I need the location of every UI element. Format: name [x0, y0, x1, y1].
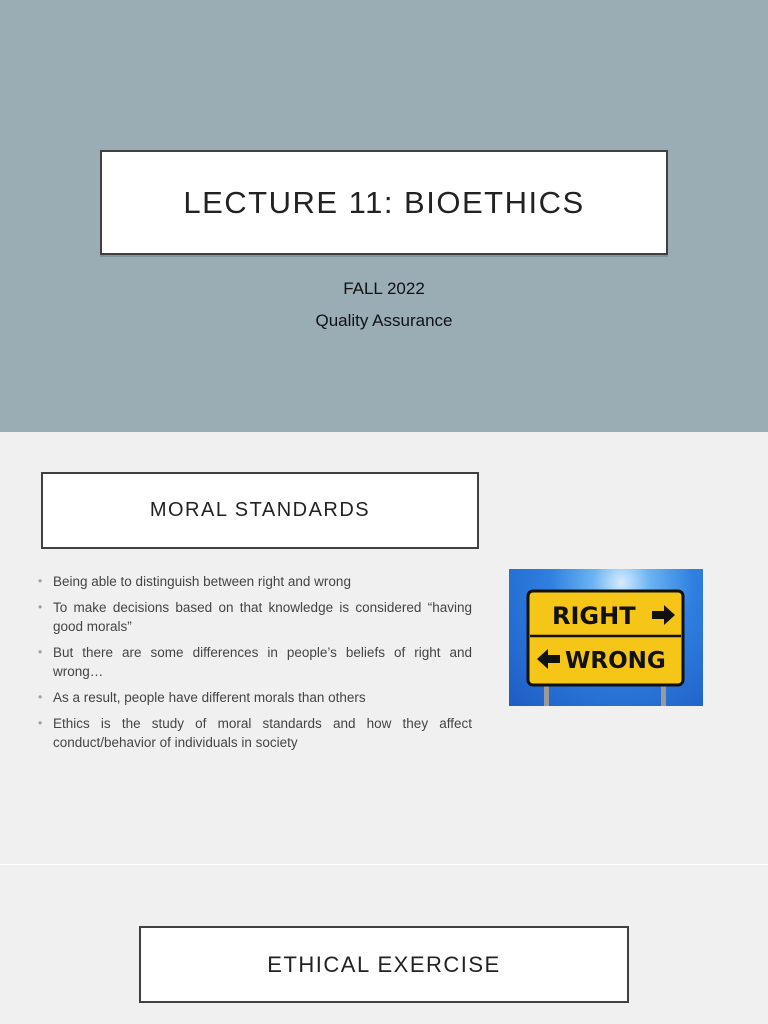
- right-wrong-sign-image: [509, 569, 703, 706]
- bullet-item: [38, 572, 472, 591]
- bullet-text: Being able to distinguish between right and wrong: [53, 574, 351, 589]
- bullet-text: Ethics is the study of moral standards and how they affect conduct/behavior of individuals in society: [53, 716, 472, 750]
- moral-standards-slide: [0, 432, 768, 864]
- bullet-item: [38, 688, 472, 707]
- heading-box: [139, 926, 629, 1003]
- lecture-title: LECTURE 11: BIOETHICS: [183, 184, 585, 220]
- bullet-dot-icon: •: [38, 645, 43, 659]
- ethical-exercise-slide: [0, 865, 768, 1024]
- sign-wrong-text: WRONG: [565, 648, 666, 674]
- bullet-item: [38, 714, 472, 752]
- bullet-dot-icon: •: [38, 600, 43, 614]
- bullet-item: [38, 643, 472, 681]
- course-subtitle: Quality Assurance: [315, 311, 453, 330]
- sign-graphic: [509, 569, 703, 706]
- bullet-item: [38, 598, 472, 636]
- bullet-dot-icon: •: [38, 690, 43, 704]
- bullet-list: [38, 572, 472, 759]
- bullet-text: As a result, people have different morals than others: [53, 690, 366, 705]
- sign-right-text: RIGHT: [552, 602, 636, 630]
- bullet-text: To make decisions based on that knowledge is considered “having good morals”: [53, 600, 472, 634]
- bullet-dot-icon: •: [38, 716, 43, 730]
- bullet-dot-icon: •: [38, 574, 43, 588]
- title-box: [100, 150, 668, 255]
- slide-heading: MORAL STANDARDS: [149, 499, 371, 521]
- term-subtitle: FALL 2022: [343, 279, 425, 298]
- slide-heading: ETHICAL EXERCISE: [267, 951, 501, 977]
- bullet-text: But there are some differences in people’s beliefs of right and wrong…: [53, 645, 472, 679]
- title-slide: [0, 0, 768, 432]
- heading-box: [41, 472, 479, 549]
